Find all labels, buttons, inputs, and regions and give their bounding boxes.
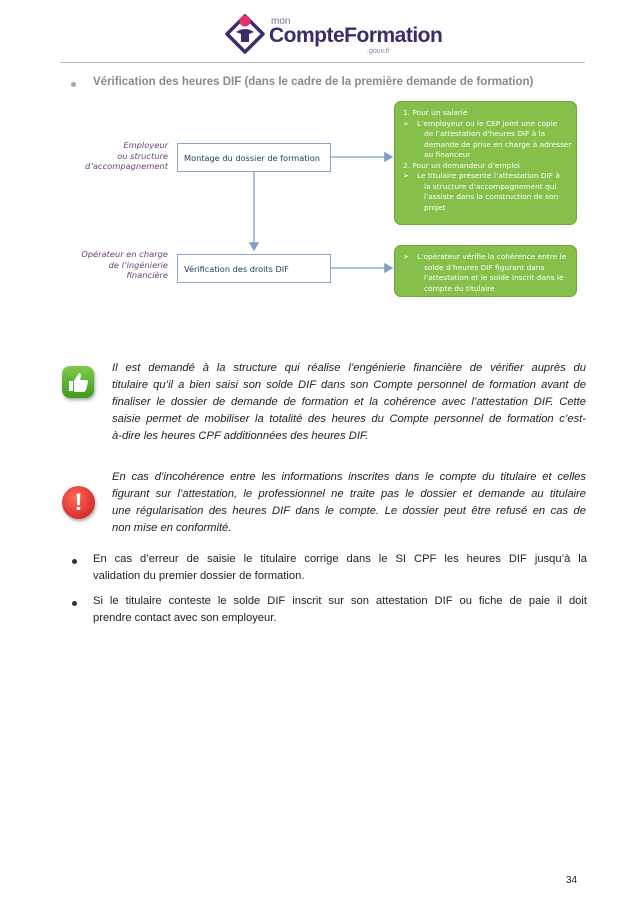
logo-main-text: CompteFormation: [269, 24, 443, 47]
arrow-bullet-icon: ➢: [403, 252, 410, 261]
page-number: 34: [566, 875, 578, 886]
note-inconsistency: En cas d’incohérence entre les informations inscrites dans le compte du titulaire et celles figurant sur l’attestation, le professionnel ne traite pas le dossier et demande au titulaire une régularisation des heures DIF dans le compte. Le dossier peut être refusé en cas de non mise en conformité.: [112, 471, 586, 534]
thumbs-up-icon: [62, 366, 94, 398]
list-bullet: [72, 601, 77, 606]
bullet-item-error: En cas d’erreur de saisie le titulaire corrige dans le SI CPF les heures DIF jusqu’à la validation du premier dossier de formation.: [93, 553, 587, 582]
arrow-bullet-icon: ➢: [403, 171, 410, 180]
arrow-bullet-icon: ➢: [403, 118, 410, 128]
green-box-procedures: 1. Pour un salarié ➢ L’employeur ou le CEP joint une copie de l’attestation d’heures DIF à la demande de prise en charge à adresser au financeur 2. Pour un demandeur d’emploi ➢ Le titulaire présente l’attestation DIF à la structure d’accompagnement qui l’assiste dans la construction de son projet: [394, 101, 577, 225]
logo-mon-text: mon: [271, 16, 291, 27]
alert-icon: !: [62, 486, 95, 519]
process-box-verification: Vérification des droits DIF: [177, 254, 331, 283]
list-bullet: [72, 559, 77, 564]
note-engineering: Il est demandé à la structure qui réalise l’engénierie financière de vérifier auprès du titulaire qu’il a bien saisi son solde DIF dans son Compte personnel de formation avant de finaliser le dossier de demande de formation et la cohérence avec l’attestation DIF. Cette saisie permet de mobiliser la totalité des heures du Compte personnel de formation c’est- à-dire les heures CPF additionnées des heures DIF.: [112, 362, 586, 442]
green-box-verification: ➢ L’opérateur vérifie la cohérence entre le solde d’heures DIF figurant dans l’attestation et le solde inscrit dans le compte du titulaire: [394, 245, 577, 297]
bullet-item-dispute: Si le titulaire conteste le solde DIF inscrit sur son attestation DIF ou fiche de paie il doit prendre contact avec son employeur.: [93, 595, 587, 624]
actor-operator-label: Opérateur en charge de l’ingénierie financière: [81, 249, 168, 280]
actor-employer-label: Employeur ou structure d’accompagnement: [85, 140, 168, 171]
section-title: Vérification des heures DIF (dans le cadre de la première demande de formation): [93, 76, 534, 88]
logo-suffix-text: .gouv.fr: [367, 48, 390, 55]
process-box-montage: Montage du dossier de formation: [177, 143, 331, 172]
